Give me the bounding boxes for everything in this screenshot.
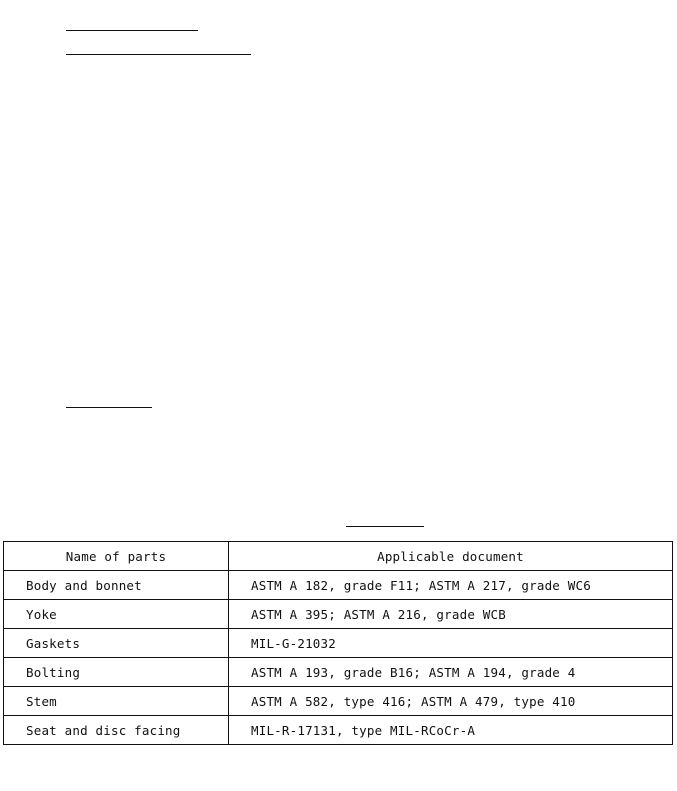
document-cell: ASTM A 182, grade F11; ASTM A 217, grade WC6 bbox=[229, 571, 673, 600]
column-header-document: Applicable document bbox=[229, 542, 673, 571]
document-cell: MIL-R-17131, type MIL-RCoCr-A bbox=[229, 716, 673, 745]
part-cell: Stem bbox=[4, 687, 229, 716]
document-cell: ASTM A 582, type 416; ASTM A 479, type 410 bbox=[229, 687, 673, 716]
table-header-row bbox=[4, 542, 673, 571]
document-cell: ASTM A 193, grade B16; ASTM A 194, grade 4 bbox=[229, 658, 673, 687]
heading-underline-3 bbox=[66, 407, 152, 408]
part-cell: Yoke bbox=[4, 600, 229, 629]
heading-underline-1 bbox=[66, 30, 198, 31]
table-row bbox=[4, 629, 673, 658]
table-row bbox=[4, 658, 673, 687]
table-row bbox=[4, 571, 673, 600]
table-row bbox=[4, 600, 673, 629]
document-cell: MIL-G-21032 bbox=[229, 629, 673, 658]
table-title-underline bbox=[346, 526, 424, 527]
part-cell: Seat and disc facing bbox=[4, 716, 229, 745]
table-row bbox=[4, 687, 673, 716]
heading-underline-2 bbox=[66, 54, 251, 55]
table-row bbox=[4, 716, 673, 745]
materials-table bbox=[3, 541, 673, 745]
document-cell: ASTM A 395; ASTM A 216, grade WCB bbox=[229, 600, 673, 629]
part-cell: Body and bonnet bbox=[4, 571, 229, 600]
part-cell: Bolting bbox=[4, 658, 229, 687]
part-cell: Gaskets bbox=[4, 629, 229, 658]
column-header-part: Name of parts bbox=[4, 542, 229, 571]
